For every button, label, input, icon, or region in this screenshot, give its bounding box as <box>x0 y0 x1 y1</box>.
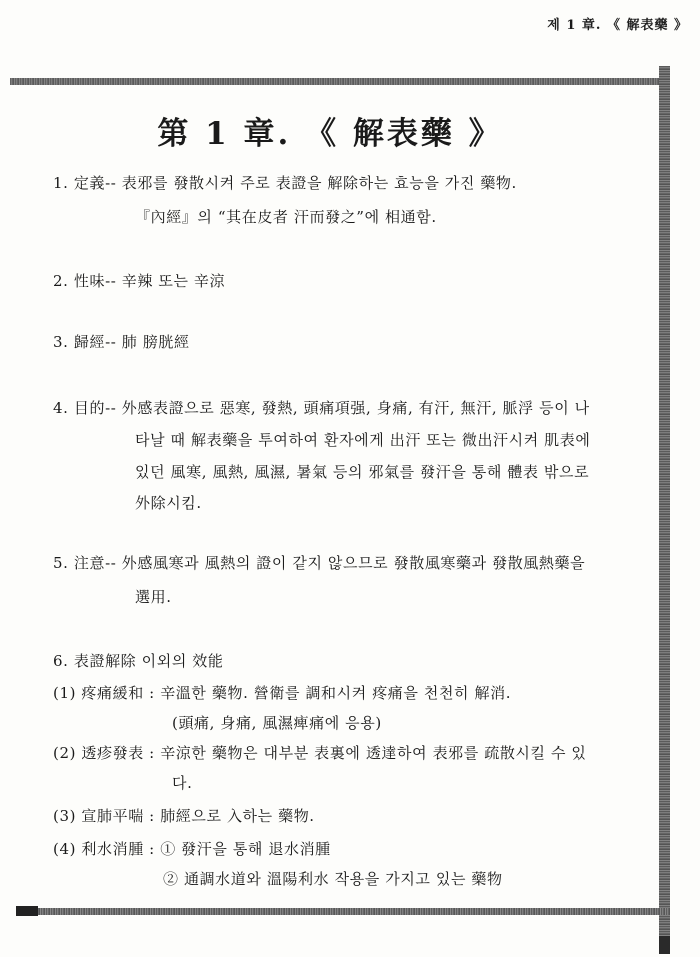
purpose-line-3: 있던 風寒, 風熱, 風濕, 暑氣 등의 邪氣를 發汗을 통해 體表 밖으로 <box>135 463 590 481</box>
effect-item-2-line-2: 다. <box>172 774 193 792</box>
frame-bottom-border <box>16 908 670 915</box>
frame-bottom-cap <box>16 906 38 916</box>
purpose-line-1: 4. 目的-- 外感表證으로 惡寒, 發熱, 頭痛項强, 身痛, 有汗, 無汗, 脈浮 등이 나 <box>53 399 590 417</box>
definition-line-2: 『內經』의 “其在皮者 汗而發之”에 相通함. <box>135 208 437 226</box>
effect-item-1-line-1: (1) 疼痛緩和 : 辛溫한 藥物. 營衛를 調和시켜 疼痛을 천천히 解消. <box>53 684 512 702</box>
purpose-line-2: 타날 때 解表藥을 투여하여 환자에게 出汗 또는 微出汗시켜 肌表에 <box>135 431 591 449</box>
caution-line-2: 選用. <box>135 588 172 606</box>
effect-item-3-line-1: (3) 宣肺平喘 : 肺經으로 入하는 藥物. <box>53 807 315 825</box>
effect-item-2-line-1: (2) 透疹發表 : 辛涼한 藥物은 대부분 表裏에 透達하여 表邪를 疏散시킬 수 있 <box>53 744 587 762</box>
effect-item-4-line-2: ② 通調水道와 溫陽利水 작용을 가지고 있는 藥物 <box>163 870 503 888</box>
effect-item-4-line-1: (4) 利水消腫 : ① 發汗을 통해 退水消腫 <box>53 840 331 858</box>
definition-line-1: 1. 定義-- 表邪를 發散시켜 주로 表證을 解除하는 효능을 가진 藥物. <box>53 174 517 192</box>
running-header: 제 1 章. 《 解表藥 》 <box>547 18 688 33</box>
caution-line-1: 5. 注意-- 外感風寒과 風熱의 證이 같지 않으므로 發散風寒藥과 發散風熱藥을 <box>53 554 586 572</box>
frame-right-stub <box>659 936 670 954</box>
property-taste-line: 2. 性味-- 辛辣 또는 辛涼 <box>53 272 226 290</box>
meridian-line: 3. 歸經-- 肺 膀胱經 <box>53 333 190 351</box>
frame-top-border <box>10 78 670 85</box>
frame-right-border <box>659 66 670 936</box>
chapter-title: 第 1 章. 《 解表藥 》 <box>157 116 503 152</box>
other-effects-heading: 6. 表證解除 이외의 效能 <box>53 652 224 670</box>
purpose-line-4: 外除시킴. <box>135 494 202 512</box>
effect-item-1-line-2: (頭痛, 身痛, 風濕痺痛에 응용) <box>172 714 382 732</box>
